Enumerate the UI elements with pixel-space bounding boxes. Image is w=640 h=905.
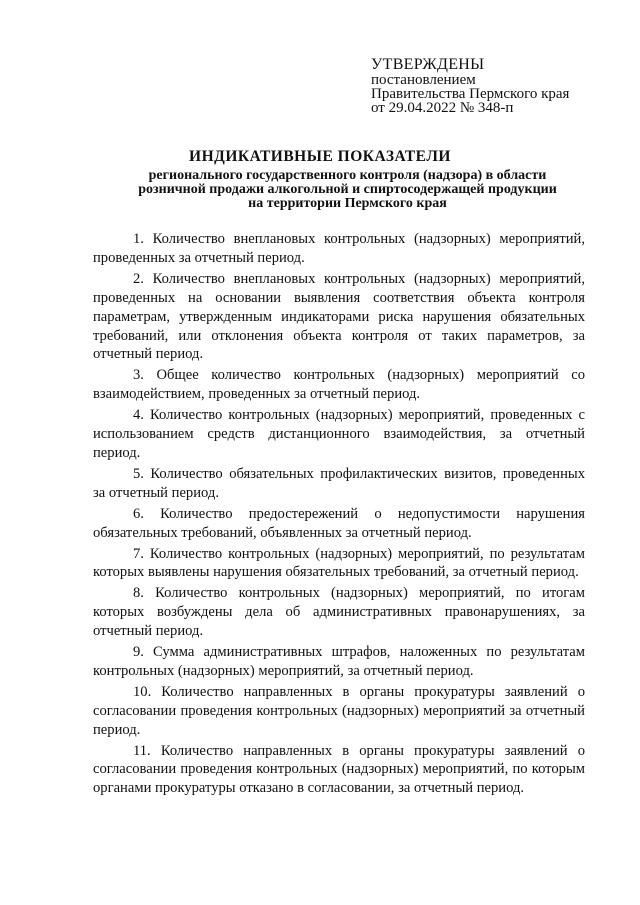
approval-resolution-label: постановлением <box>371 72 476 88</box>
indicator-item-2: 2. Количество внеплановых контрольных (надзорных) мероприятий, проведенных на основании выявления соответствия объекта контроля параметрам, утвержденным индикаторами риска нарушения обязательных требований, или отклонения объекта контроля от таких параметров, за отчетный период. <box>93 270 585 363</box>
subtitle-line-1: регионального государственного контроля (надзора) в области <box>148 168 547 183</box>
indicator-item-10: 10. Количество направленных в органы прокуратуры заявлений о согласовании проведения контрольных (надзорных) мероприятий за отчетный период. <box>93 683 585 738</box>
approval-authority: Правительства Пермского края <box>371 86 570 102</box>
indicator-item-6: 6. Количество предостережений о недопустимости нарушения обязательных требований, объявленных за отчетный период. <box>93 505 585 541</box>
indicator-item-11: 11. Количество направленных в органы прокуратуры заявлений о согласовании проведения контрольных (надзорных) мероприятий, по которым органами прокуратуры отказано в согласовании, за отчетный период. <box>93 742 585 797</box>
indicator-item-7: 7. Количество контрольных (надзорных) мероприятий, по результатам которых выявлены нарушения обязательных требований, за отчетный период. <box>93 545 585 581</box>
indicator-item-3: 3. Общее количество контрольных (надзорных) мероприятий со взаимодействием, проведенных за отчетный период. <box>93 367 585 403</box>
indicator-item-5: 5. Количество обязательных профилактических визитов, проведенных за отчетный период. <box>93 465 585 501</box>
indicator-list <box>93 230 585 798</box>
document-subtitle <box>60 169 635 211</box>
indicator-item-1: 1. Количество внеплановых контрольных (надзорных) мероприятий, проведенных за отчетный период. <box>93 231 585 266</box>
indicator-item-8: 8. Количество контрольных (надзорных) мероприятий, по итогам которых возбуждены дела об административных правонарушениях, за отчетный период. <box>93 585 585 640</box>
indicator-item-4: 4. Количество контрольных (надзорных) мероприятий, проведенных с использованием средств дистанционного взаимодействия, за отчетный период. <box>93 407 585 461</box>
subtitle-line-3: на территории Пермского края <box>248 196 447 211</box>
subtitle-line-2: розничной продажи алкогольной и спиртосодержащей продукции <box>138 182 557 197</box>
approval-stamp <box>371 58 569 115</box>
indicator-item-9: 9. Сумма административных штрафов, наложенных по результатам контрольных (надзорных) мероприятий, за отчетный период. <box>93 644 585 679</box>
approval-date-number: от 29.04.2022 № 348-п <box>371 100 514 116</box>
approval-heading: УТВЕРЖДЕНЫ <box>371 56 485 73</box>
document-title: ИНДИКАТИВНЫЕ ПОКАЗАТЕЛИ <box>189 148 451 165</box>
